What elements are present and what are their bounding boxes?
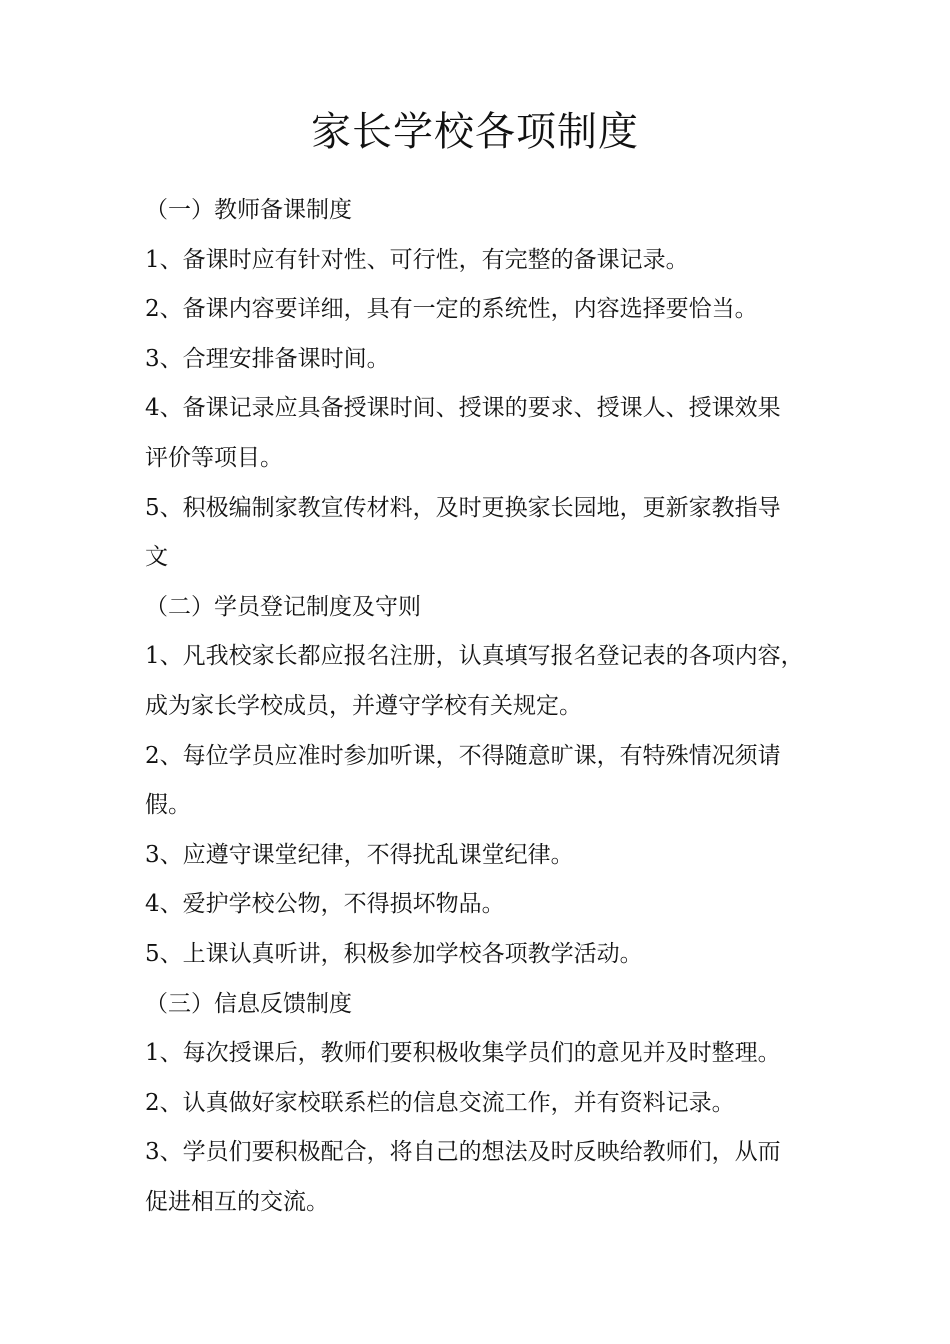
paragraph-line: 5、积极编制家教宣传材料，及时更换家长园地，更新家教指导 bbox=[145, 494, 781, 521]
paragraph-line: 3、学员们要积极配合，将自己的想法及时反映给教师们，从而 bbox=[145, 1139, 781, 1166]
paragraph-line: 2、备课内容要详细，具有一定的系统性，内容选择要恰当。 bbox=[145, 296, 758, 323]
paragraph-line: 4、爱护学校公物，不得损坏物品。 bbox=[145, 891, 505, 918]
paragraph-line: 1、每次授课后，教师们要积极收集学员们的意见并及时整理。 bbox=[145, 1040, 781, 1067]
section-heading-2: （二）学员登记制度及守则 bbox=[145, 593, 421, 620]
paragraph-line: 假。 bbox=[145, 792, 191, 819]
paragraph-line: 5、上课认真听讲，积极参加学校各项教学活动。 bbox=[145, 940, 643, 967]
paragraph-line: 3、应遵守课堂纪律，不得扰乱课堂纪律。 bbox=[145, 841, 574, 868]
document-title: 家长学校各项制度 bbox=[311, 109, 639, 155]
paragraph-line: 1、凡我校家长都应报名注册，认真填写报名登记表的各项内容， bbox=[145, 643, 804, 670]
paragraph-line: 1、备课时应有针对性、可行性，有完整的备课记录。 bbox=[145, 246, 689, 273]
paragraph-line: 3、合理安排备课时间。 bbox=[145, 345, 390, 372]
paragraph-line: 成为家长学校成员，并遵守学校有关规定。 bbox=[145, 692, 582, 719]
document-body bbox=[145, 186, 810, 1227]
paragraph-line: 4、备课记录应具备授课时间、授课的要求、授课人、授课效果 bbox=[145, 395, 781, 422]
section-heading-3: （三）信息反馈制度 bbox=[145, 990, 352, 1017]
paragraph-line: 促进相互的交流。 bbox=[145, 1188, 329, 1215]
paragraph-line: 文 bbox=[145, 544, 168, 571]
section-heading-1: （一）教师备课制度 bbox=[145, 197, 352, 223]
paragraph-line: 2、每位学员应准时参加听课，不得随意旷课，有特殊情况须请 bbox=[145, 742, 781, 769]
paragraph-line: 2、认真做好家校联系栏的信息交流工作，并有资料记录。 bbox=[145, 1089, 735, 1116]
paragraph-line: 评价等项目。 bbox=[145, 444, 283, 471]
